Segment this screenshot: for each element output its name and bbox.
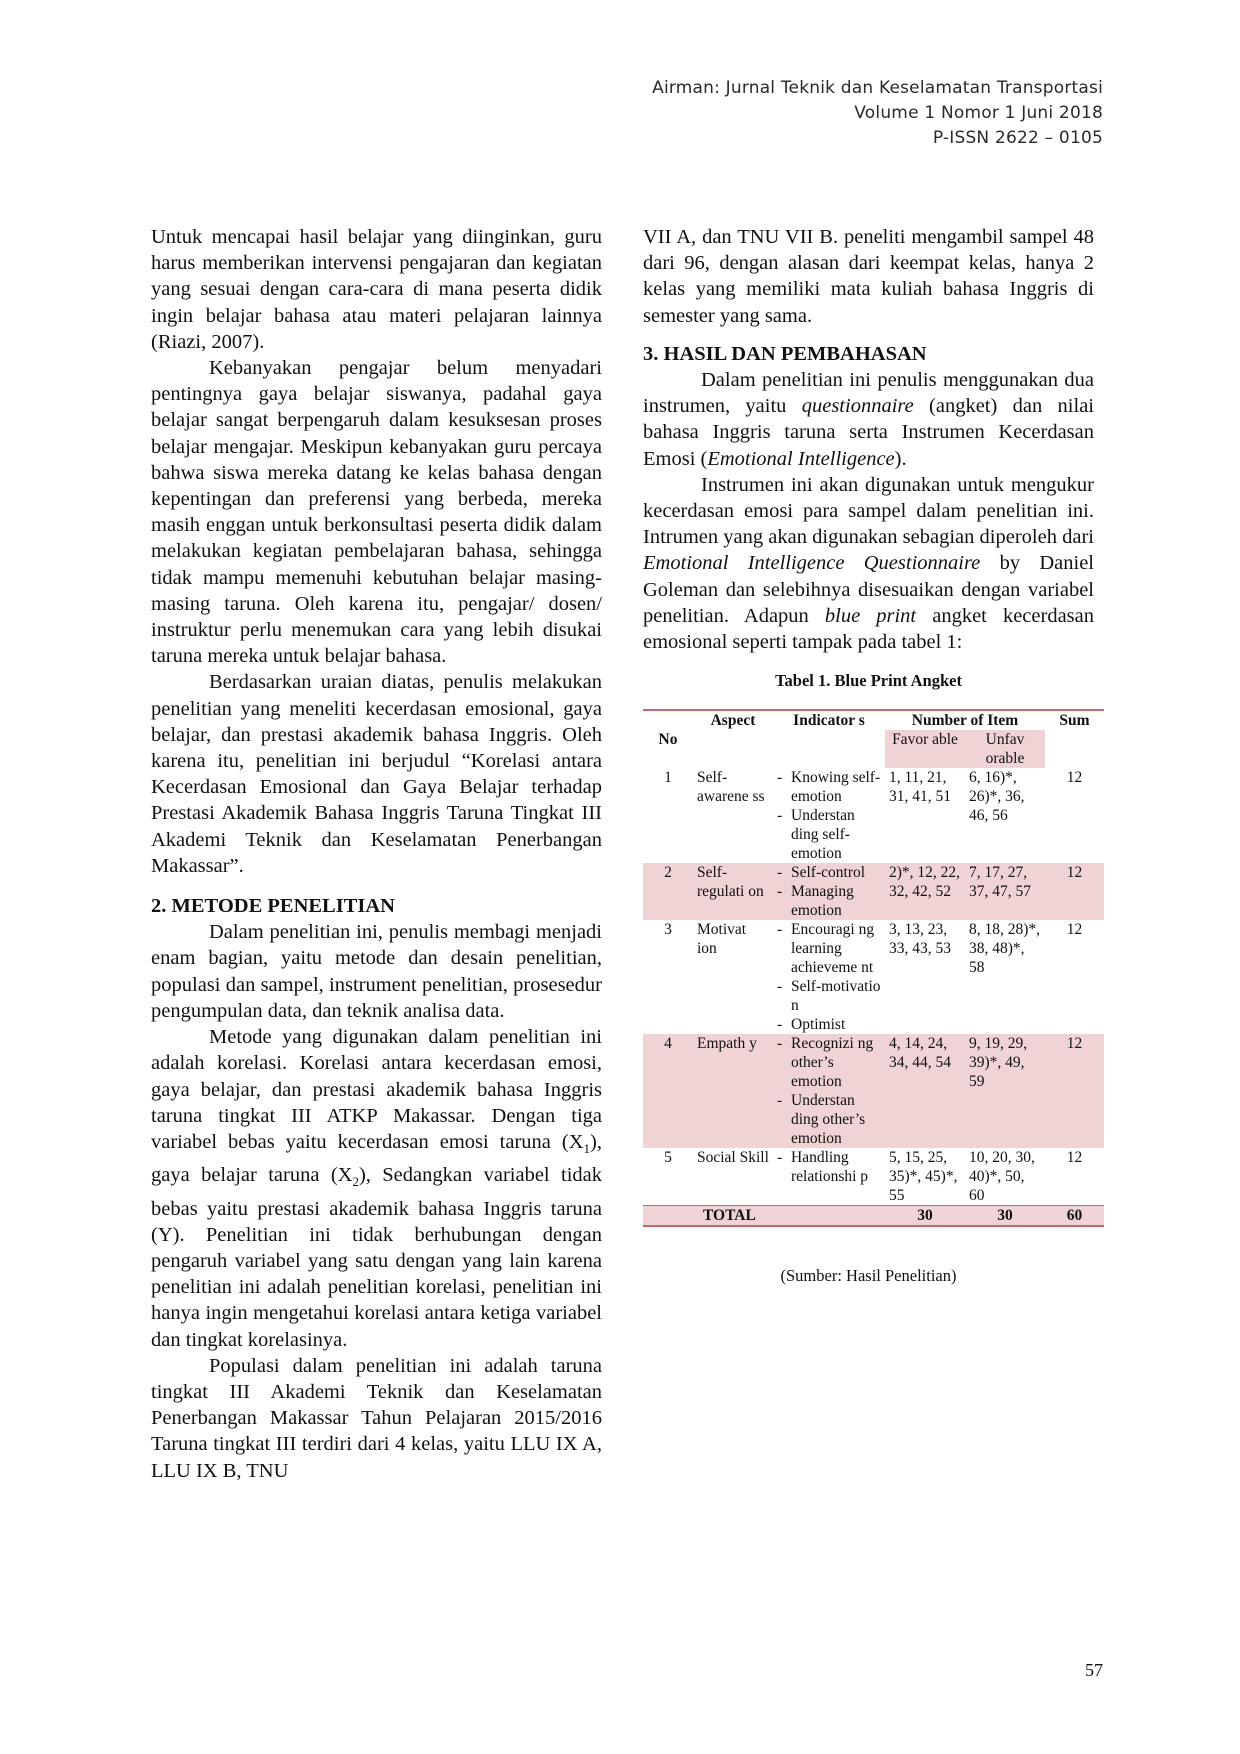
header-indicators: Indicator s: [793, 712, 865, 730]
indicator-item: - Understan ding self-emotion: [777, 806, 881, 863]
paragraph: Metode yang digunakan dalam penelitian ini adalah korelasi. Korelasi antara kecerdasan emosi, gaya belajar, dan prestasi akademik bahasa Inggris taruna tingkat III ATKP Makassar. Dengan tiga variabel bebas yaitu kecerdasan emosi taruna $(X_1)$, gaya belajar taruna $(X_2)$, Sedangkan variabel tidak bebas yaitu prestasi akademik bahasa Inggris taruna (Y). Penelitian ini tidak berhubungan dengan pengaruh variabel yang satu dengan yang lain karena penelitian ini adalah penelitian korelasi, penelitian ini hanya ingin mengetahui korelasi antara ketiga variabel dan tingkat korelasinya.: [151, 1026, 602, 1351]
journal-issn: P-ISSN 2622 – 0105: [932, 128, 1103, 148]
total-sum: 60: [1045, 1206, 1104, 1227]
row-no: 2: [643, 863, 693, 920]
paragraph: Kebanyakan pengajar belum menyadari pentingnya gaya belajar siswanya, padahal gaya belajar sangat berpengaruh dalam kesuksesan proses belajar mengajar. Meskipun kebanyakan guru percaya bahwa siswa mereka datang ke kelas bahasa dengan kepentingan dan preferensi yang berbeda, mereka masih enggan untuk berkonsultasi peserta didik dalam melakukan kegiatan pembelajaran bahasa, sehingga tidak mampu memenuhi kebutuhan belajar masing-masing taruna. Oleh karena itu, pengajar/ dosen/ instruktur perlu menemukan cara yang lebih disukai taruna mereka untuk belajar bahasa.: [151, 357, 602, 668]
row-indicators: [773, 1034, 885, 1148]
table-row: [643, 920, 1104, 1034]
indicator-item: - Handling relationshi p: [777, 1148, 881, 1186]
header-sum: Sum: [1059, 712, 1090, 730]
section-heading-metode: 2. METODE PENELITIAN: [151, 895, 395, 918]
table-row: [643, 1034, 1104, 1148]
paragraph: Populasi dalam penelitian ini adalah taruna tingkat III Akademi Teknik dan Keselamatan Penerbangan Makassar Tahun Pelajaran 2015/2016 Taruna tingkat III terdiri dari 4 kelas, yaitu LLU IX A, LLU IX B, TNU: [151, 1354, 602, 1482]
indicator-item: - Knowing self-emotion: [777, 768, 881, 806]
row-indicators: [773, 863, 885, 920]
row-favorable: 5, 15, 25, 35)*, 45)*, 55: [889, 1149, 958, 1205]
paragraph: Berdasarkan uraian diatas, penulis melakukan penelitian yang meneliti kecerdasan emosional, gaya belajar, dan prestasi akademik bahasa Inggris. Oleh karena itu, penelitian ini berjudul “Korelasi antara Kecerdasan Emosional dan Gaya Belajar terhadap Prestasi Akademik Bahasa Inggris Taruna Tingkat III Akademi Teknik dan Keselamatan Penerbangan Makassar”.: [151, 671, 602, 877]
row-aspect: Empath y: [693, 1034, 773, 1148]
running-header: [503, 76, 1103, 151]
indicator-item: - Managing emotion: [777, 882, 881, 920]
row-indicators: [773, 920, 885, 1034]
paragraph: Instrumen ini akan digunakan untuk mengukur kecerdasan emosi para sampel dalam penelitian ini. Intrumen yang akan digunakan sebagian diperoleh dari Emotional Intelligence Questionnaire by Daniel Goleman dan selebihnya disesuaikan dengan variabel penelitian. Adapun blue print angket kecerdasan emosional seperti tampak pada tabel 1:: [643, 473, 1094, 654]
row-aspect: Motivat ion: [697, 921, 747, 958]
table-row: [643, 768, 1104, 863]
header-aspect: Aspect: [710, 712, 756, 730]
indicator-item: - Self-control: [777, 863, 881, 882]
total-label: TOTAL: [643, 1206, 885, 1227]
row-aspect: Social Skill: [697, 1149, 769, 1167]
paragraph: VII A, dan TNU VII B. peneliti mengambil sampel 48 dari 96, dengan alasan dari keempat kelas, hanya 2 kelas yang memiliki mata kuliah bahasa Inggris di semester yang sama.: [643, 226, 1094, 327]
paragraph: Dalam penelitian ini, penulis membagi menjadi enam bagian, yaitu metode dan desain penelitian, populasi dan sampel, instrument penelitian, prosesedur pengumpulan data, dan teknik analisa data.: [151, 921, 602, 1022]
right-column: [643, 224, 1094, 1289]
row-no: 5: [664, 1149, 672, 1167]
row-no: 1: [664, 769, 672, 787]
row-aspect: Self-awarene ss: [697, 769, 765, 806]
left-column: [151, 224, 602, 1484]
indicator-item: - Optimist: [777, 1015, 881, 1034]
row-indicators: [773, 1148, 885, 1206]
header-no: No: [658, 731, 678, 749]
total-unfavorable: 30: [965, 1206, 1045, 1227]
row-favorable: 1, 11, 21, 31, 41, 51: [889, 769, 951, 806]
row-favorable: 4, 14, 24, 34, 44, 54: [885, 1034, 965, 1148]
journal-volume: Volume 1 Nomor 1 Juni 2018: [854, 103, 1103, 123]
indicator-item: - Recognizi ng other’s emotion: [777, 1034, 881, 1091]
journal-title: Airman: Jurnal Teknik dan Keselamatan Transportasi: [652, 78, 1103, 98]
header-unfavorable: Unfav orable: [965, 730, 1045, 768]
paragraph: Dalam penelitian ini penulis menggunakan dua instrumen, yaitu questionnaire (angket) dan nilai bahasa Inggris taruna serta Instrumen Kecerdasan Emosi (Emotional Intelligence).: [643, 369, 1094, 470]
header-favorable: Favor able: [885, 730, 965, 768]
paragraph: Untuk mencapai hasil belajar yang diinginkan, guru harus memberikan intervensi pengajaran dan kegiatan yang sesuai dengan cara-cara di mana peserta didik ingin belajar bahasa atau materi pelajaran lainnya (Riazi, 2007).: [151, 226, 602, 353]
table-caption: Tabel 1. Blue Print Angket: [775, 671, 962, 691]
table-row: [643, 863, 1104, 920]
row-indicators: [773, 768, 885, 863]
indicator-item: - Encouragi ng learning achieveme nt: [777, 920, 881, 977]
row-sum: 12: [1066, 1149, 1083, 1167]
page-number: 57: [1085, 1660, 1103, 1680]
row-no: 4: [643, 1034, 693, 1148]
row-unfavorable: 9, 19, 29, 39)*, 49, 59: [965, 1034, 1045, 1148]
row-sum: 12: [1066, 769, 1083, 787]
row-favorable: 2)*, 12, 22, 32, 42, 52: [885, 863, 965, 920]
row-sum: 12: [1066, 921, 1083, 939]
total-row: [643, 1206, 1104, 1227]
total-favorable: 30: [885, 1206, 965, 1227]
row-unfavorable: 8, 18, 28)*, 38, 48)*, 58: [969, 921, 1041, 977]
blueprint-table: [643, 709, 1104, 1227]
row-unfavorable: 7, 17, 27, 37, 47, 57: [965, 863, 1045, 920]
row-unfavorable: 6, 16)*, 26)*, 36, 46, 56: [969, 769, 1025, 825]
row-sum: 12: [1045, 1034, 1104, 1148]
row-sum: 12: [1045, 863, 1104, 920]
row-aspect: Self-regulati on: [693, 863, 773, 920]
row-favorable: 3, 13, 23, 33, 43, 53: [889, 921, 951, 958]
header-number-of-item: Number of Item: [911, 712, 1019, 730]
row-unfavorable: 10, 20, 30, 40)*, 50, 60: [969, 1149, 1035, 1205]
section-heading-hasil: 3. HASIL DAN PEMBAHASAN: [643, 342, 927, 365]
table-row: [643, 1148, 1104, 1206]
row-no: 3: [664, 921, 672, 939]
indicator-item: - Understan ding other’s emotion: [777, 1091, 881, 1148]
table-source: (Sumber: Hasil Penelitian): [780, 1266, 957, 1286]
indicator-item: - Self-motivatio n: [777, 977, 881, 1015]
